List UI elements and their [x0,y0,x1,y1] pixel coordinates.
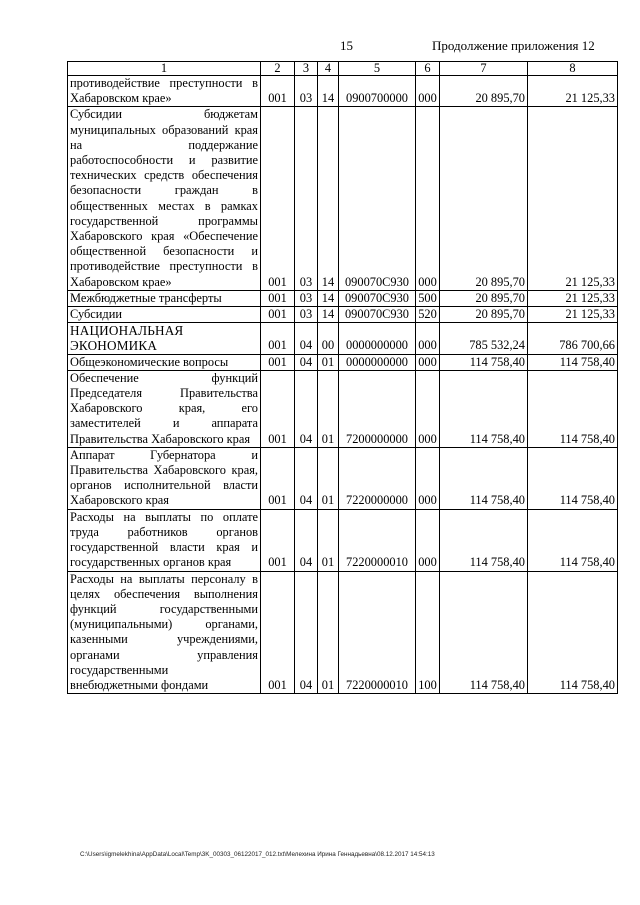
row-ministry-code: 001 [261,509,295,571]
row-name: Субсидии [68,307,261,323]
table-header-row [68,62,618,76]
row-amount-1: 20 895,70 [440,107,528,290]
row-subsection: 14 [318,290,339,306]
row-amount-2: 114 758,40 [528,571,618,694]
row-ministry-code: 001 [261,323,295,354]
row-amount-1: 114 758,40 [440,447,528,509]
row-subsection: 14 [318,307,339,323]
row-name: Межбюджетные трансферты [68,290,261,306]
table-row [68,107,618,290]
table-row [68,307,618,323]
col-header-2: 2 [261,62,295,76]
row-target-article: 0000000000 [339,354,416,370]
row-ministry-code: 001 [261,370,295,447]
row-amount-1: 114 758,40 [440,509,528,571]
row-expense-type: 520 [416,307,440,323]
row-expense-type: 000 [416,370,440,447]
row-subsection: 00 [318,323,339,354]
table-row [68,354,618,370]
appendix-continuation: Продолжение приложения 12 [432,38,595,53]
file-path-footer: C:\Users\igmelekhina\AppData\Local\Temp\3K_00303_06122017_012.txt\Мелехина Ирина Геннадьевна\08.12.2017 14:54:13 [80,851,435,858]
table-row [68,290,618,306]
row-expense-type: 000 [416,447,440,509]
col-header-8: 8 [528,62,618,76]
row-name: Обеспечение функций Председателя Правительства Хабаровского края, его заместителей и аппарата Правительства Хабаровского края [68,370,261,447]
row-expense-type: 000 [416,323,440,354]
col-header-3: 3 [295,62,318,76]
row-name: Общеэкономические вопросы [68,354,261,370]
row-name: Расходы на выплаты по оплате труда работников органов государственной власти края и государственных органов края [68,509,261,571]
row-section: 04 [295,370,318,447]
row-amount-1: 20 895,70 [440,76,528,107]
row-section: 03 [295,76,318,107]
row-expense-type: 000 [416,107,440,290]
row-subsection: 14 [318,76,339,107]
row-amount-2: 114 758,40 [528,509,618,571]
row-amount-2: 21 125,33 [528,290,618,306]
row-expense-type: 100 [416,571,440,694]
row-amount-1: 20 895,70 [440,290,528,306]
row-expense-type: 500 [416,290,440,306]
row-amount-1: 114 758,40 [440,370,528,447]
col-header-5: 5 [339,62,416,76]
row-amount-2: 786 700,66 [528,323,618,354]
row-target-article: 0000000000 [339,323,416,354]
row-amount-2: 114 758,40 [528,447,618,509]
col-header-4: 4 [318,62,339,76]
table-row [68,509,618,571]
row-amount-1: 785 532,24 [440,323,528,354]
row-subsection: 01 [318,509,339,571]
table-row [68,370,618,447]
row-ministry-code: 001 [261,307,295,323]
table-row [68,76,618,107]
row-ministry-code: 001 [261,571,295,694]
row-amount-2: 114 758,40 [528,370,618,447]
row-section: 03 [295,290,318,306]
row-subsection: 01 [318,571,339,694]
row-amount-2: 21 125,33 [528,107,618,290]
row-target-article: 090070С930 [339,307,416,323]
table-row [68,323,618,354]
col-header-6: 6 [416,62,440,76]
row-subsection: 01 [318,370,339,447]
row-ministry-code: 001 [261,354,295,370]
row-ministry-code: 001 [261,290,295,306]
col-header-1: 1 [68,62,261,76]
row-target-article: 7220000010 [339,571,416,694]
row-amount-1: 20 895,70 [440,307,528,323]
table-row [68,571,618,694]
budget-table [67,61,618,694]
row-amount-2: 114 758,40 [528,354,618,370]
row-expense-type: 000 [416,354,440,370]
row-amount-1: 114 758,40 [440,571,528,694]
row-ministry-code: 001 [261,107,295,290]
col-header-7: 7 [440,62,528,76]
row-section: 04 [295,509,318,571]
row-amount-2: 21 125,33 [528,307,618,323]
row-section: 04 [295,571,318,694]
row-target-article: 090070С930 [339,290,416,306]
row-expense-type: 000 [416,509,440,571]
row-section: 03 [295,307,318,323]
row-section: 04 [295,354,318,370]
row-name: противодействие преступности в Хабаровском крае» [68,76,261,107]
row-subsection: 14 [318,107,339,290]
row-target-article: 7200000000 [339,370,416,447]
row-section: 04 [295,447,318,509]
row-subsection: 01 [318,354,339,370]
table-row [68,447,618,509]
row-name: НАЦИОНАЛЬНАЯ ЭКОНОМИКА [68,323,261,354]
row-name: Аппарат Губернатора и Правительства Хабаровского края, органов исполнительной власти Хабаровского края [68,447,261,509]
row-ministry-code: 001 [261,76,295,107]
row-ministry-code: 001 [261,447,295,509]
row-target-article: 090070С930 [339,107,416,290]
row-target-article: 7220000000 [339,447,416,509]
page-number: 15 [340,38,353,53]
row-name: Расходы на выплаты персоналу в целях обеспечения выполнения функций государственными (муниципальными) органами, казенными учреждениями, органами управления государственными внебюджетными фондами [68,571,261,694]
row-name: Субсидии бюджетам муниципальных образований края на поддержание работоспособности и развитие технических средств обеспечения безопасности граждан в общественных местах в рамках государственной программы Хабаровского края «Обеспечение общественной безопасности и противодействие преступности в Хабаровском крае» [68,107,261,290]
row-expense-type: 000 [416,76,440,107]
row-amount-1: 114 758,40 [440,354,528,370]
row-section: 03 [295,107,318,290]
row-section: 04 [295,323,318,354]
row-amount-2: 21 125,33 [528,76,618,107]
row-target-article: 0900700000 [339,76,416,107]
row-target-article: 7220000010 [339,509,416,571]
row-subsection: 01 [318,447,339,509]
